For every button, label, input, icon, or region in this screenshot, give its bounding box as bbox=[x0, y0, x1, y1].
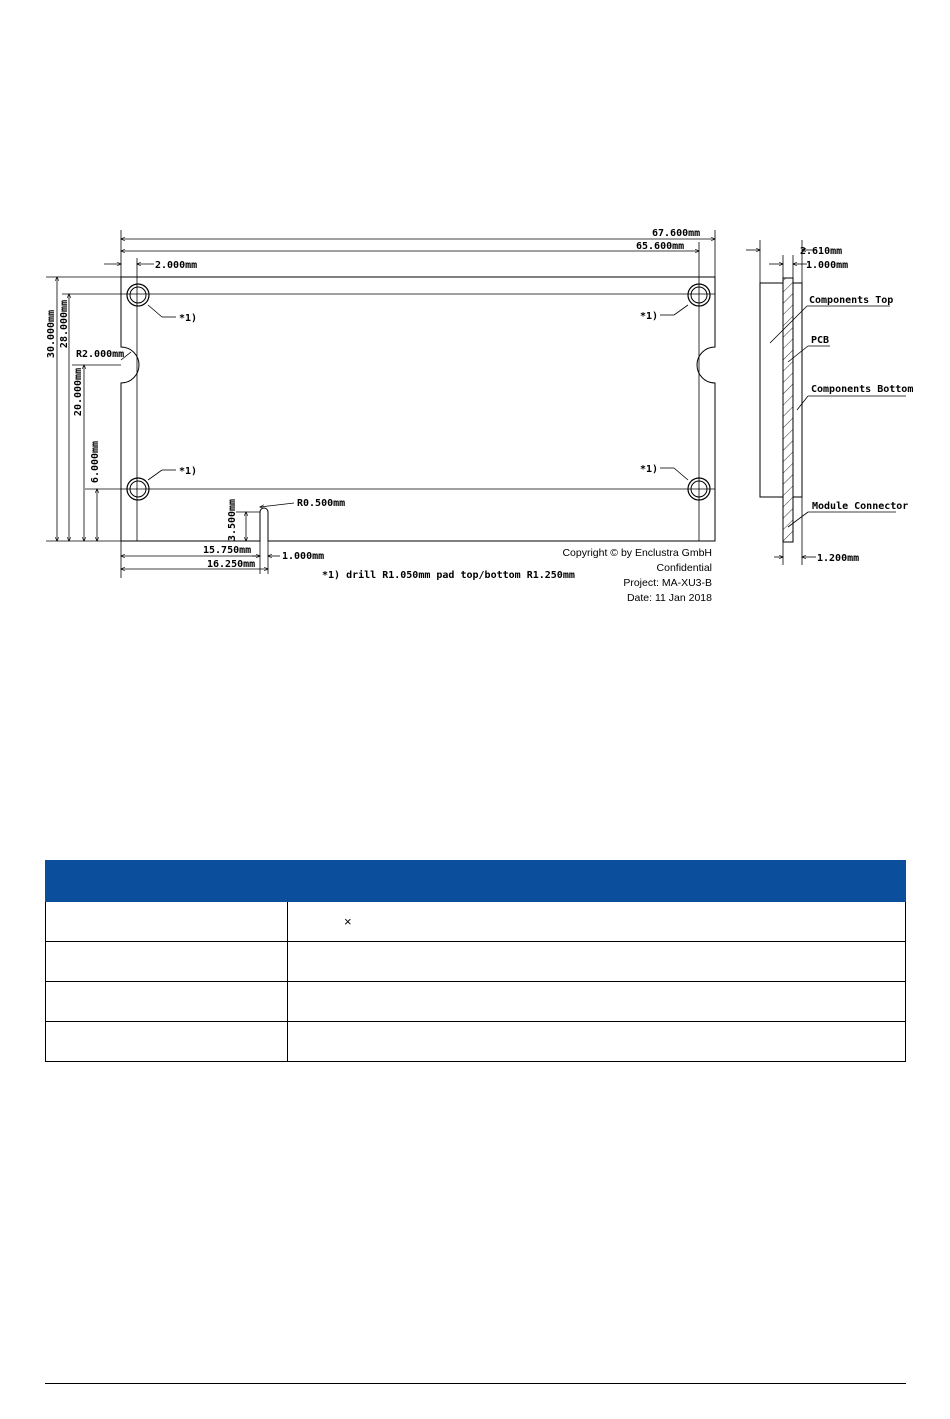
dim-slot-depth: 3.500mm bbox=[227, 498, 238, 542]
dim-side-total: 2.610mm bbox=[800, 246, 843, 257]
table-cell bbox=[46, 942, 288, 982]
table-cell bbox=[288, 982, 906, 1022]
dim-slot-radius: R0.500mm bbox=[297, 498, 346, 509]
dim-slot-left: 15.750mm bbox=[203, 545, 252, 556]
label-components-top: Components Top bbox=[809, 295, 894, 306]
footer-divider bbox=[45, 1383, 906, 1384]
dim-side-pcb: 1.000mm bbox=[806, 260, 849, 271]
dim-hole-span: 65.600mm bbox=[636, 241, 685, 252]
label-module-connector: Module Connector bbox=[812, 501, 909, 512]
table-cell bbox=[46, 902, 288, 942]
label-pcb: PCB bbox=[811, 335, 830, 346]
hole-marker-bottom-left: *1) bbox=[179, 466, 198, 477]
dim-slot-width: 1.000mm bbox=[282, 551, 325, 562]
side-view bbox=[746, 240, 913, 565]
dim-overall-height: 30.000mm bbox=[46, 309, 57, 359]
table-cell: × bbox=[288, 902, 906, 942]
table-cell bbox=[288, 1022, 906, 1062]
drill-note: *1) drill R1.050mm pad top/bottom R1.250mm bbox=[322, 570, 575, 581]
table-row bbox=[46, 1022, 906, 1062]
specs-table bbox=[45, 860, 906, 1062]
title-confidential: Confidential bbox=[656, 562, 712, 574]
dim-hole-offset: 2.000mm bbox=[155, 260, 198, 271]
dim-side-connector: 1.200mm bbox=[817, 553, 860, 564]
dim-overall-width: 67.600mm bbox=[652, 228, 701, 239]
table-cell bbox=[46, 1022, 288, 1062]
hole-marker-top-right: *1) bbox=[640, 311, 659, 322]
hole-marker-top-left: *1) bbox=[179, 313, 198, 324]
dim-slot-right: 16.250mm bbox=[207, 559, 256, 570]
title-project: Project: MA-XU3-B bbox=[623, 577, 712, 589]
mounting-hole-top-left bbox=[127, 284, 149, 306]
dim-hole-height: 28.000mm bbox=[59, 299, 70, 349]
dim-notch-radius: R2.000mm bbox=[76, 349, 125, 360]
table-cell bbox=[46, 982, 288, 1022]
title-date: Date: 11 Jan 2018 bbox=[626, 592, 712, 604]
table-row bbox=[46, 902, 906, 942]
table-header-row bbox=[46, 861, 906, 902]
table-header-cell bbox=[288, 861, 906, 902]
mechanical-drawing bbox=[0, 0, 950, 640]
hole-marker-bottom-right: *1) bbox=[640, 464, 659, 475]
table-cell bbox=[288, 942, 906, 982]
table-row bbox=[46, 982, 906, 1022]
table-row bbox=[46, 942, 906, 982]
title-block bbox=[562, 547, 712, 604]
dim-notch-height: 20.000mm bbox=[73, 367, 84, 417]
label-components-bottom: Components Bottom bbox=[811, 384, 914, 395]
board-outline bbox=[121, 277, 715, 541]
dim-lower-hole-height: 6.000mm bbox=[90, 440, 101, 484]
table-header-cell bbox=[46, 861, 288, 902]
title-copyright: Copyright © by Enclustra GmbH bbox=[562, 547, 712, 559]
